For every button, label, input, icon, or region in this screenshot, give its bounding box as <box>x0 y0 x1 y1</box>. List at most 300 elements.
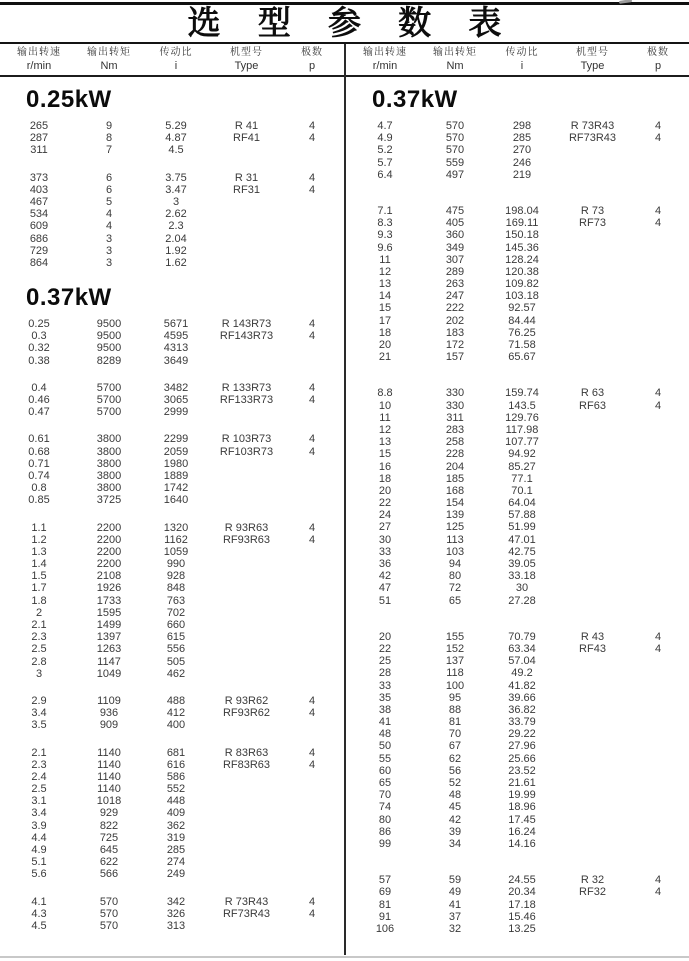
cell-poles: 4 <box>308 758 316 771</box>
cell-poles <box>627 826 689 838</box>
table-row <box>0 446 344 458</box>
cell-speed: 0.61 <box>28 433 50 446</box>
table-row <box>0 342 344 354</box>
cell-torque: 100 <box>445 679 465 692</box>
cell-speed: 0.3 <box>31 330 47 343</box>
cell-speed: 4.9 <box>31 844 47 856</box>
cell-ratio: 63.34 <box>508 642 536 655</box>
cell-poles <box>281 631 343 643</box>
table-row <box>0 771 344 783</box>
cell-speed: 27 <box>378 521 392 534</box>
cell-ratio: 30 <box>515 582 529 595</box>
table-row <box>346 400 689 412</box>
cell-torque: 9500 <box>96 318 122 331</box>
cell-poles <box>281 257 343 269</box>
cell-torque: 45 <box>448 801 462 814</box>
table-row <box>346 801 689 813</box>
cell-poles <box>627 753 689 765</box>
cell-poles <box>627 728 689 740</box>
cell-type: R 83R63 <box>224 746 269 759</box>
cell-speed: 20 <box>378 484 392 497</box>
cell-speed: 14 <box>378 290 392 303</box>
cell-poles <box>627 424 689 436</box>
cell-type <box>212 844 281 856</box>
cell-torque: 2108 <box>96 570 122 583</box>
cell-type <box>558 789 627 801</box>
cell-poles <box>281 619 343 631</box>
cell-torque: 6 <box>105 171 113 184</box>
cell-type: R 32 <box>580 874 605 887</box>
cell-type <box>558 351 627 363</box>
cell-ratio: 285 <box>512 132 532 145</box>
cell-poles <box>627 509 689 521</box>
table-row <box>346 765 689 777</box>
cell-poles <box>281 245 343 257</box>
cell-speed: 0.68 <box>28 445 50 458</box>
cell-torque: 909 <box>99 719 119 732</box>
cell-type <box>558 302 627 314</box>
cell-poles: 4 <box>654 642 662 655</box>
cell-ratio: 1.62 <box>165 256 187 269</box>
table-row <box>346 229 689 241</box>
cell-type: R 73R43 <box>224 895 269 908</box>
cell-ratio: 29.22 <box>508 728 536 741</box>
cell-torque: 622 <box>99 856 119 869</box>
cell-speed: 41 <box>378 716 392 729</box>
cell-poles <box>627 595 689 607</box>
cell-poles <box>281 719 343 731</box>
cell-torque: 822 <box>99 819 119 832</box>
cell-torque: 95 <box>448 691 462 704</box>
cell-poles: 4 <box>308 318 316 331</box>
cell-poles <box>281 783 343 795</box>
cell-type <box>212 856 281 868</box>
cell-poles <box>281 355 343 367</box>
table-row <box>346 461 689 473</box>
cell-speed: 4.3 <box>31 907 47 920</box>
cell-torque: 1140 <box>97 770 121 783</box>
cell-speed: 33 <box>378 545 392 558</box>
cell-torque: 725 <box>99 831 119 844</box>
cell-torque: 228 <box>445 448 465 461</box>
cell-speed: 403 <box>29 183 49 196</box>
cell-ratio: 3065 <box>163 394 189 406</box>
cell-poles <box>281 470 343 482</box>
cell-type <box>558 728 627 740</box>
cell-poles <box>627 144 689 156</box>
cell-poles <box>281 595 343 607</box>
cell-poles <box>281 771 343 783</box>
cell-speed: 287 <box>29 132 49 145</box>
cell-poles <box>281 920 343 932</box>
table-row <box>0 920 344 932</box>
cell-type: RF103R73 <box>219 445 274 458</box>
column-header-label: 输出转矩 <box>87 47 131 58</box>
cell-poles <box>627 814 689 826</box>
table-half <box>344 44 689 955</box>
cell-type <box>558 266 627 278</box>
table-row <box>346 412 689 424</box>
cell-torque: 3 <box>105 244 113 257</box>
cell-torque: 360 <box>445 229 465 242</box>
cell-poles: 4 <box>654 120 662 132</box>
cell-ratio: 1.92 <box>165 244 187 257</box>
cell-poles <box>627 461 689 473</box>
cell-speed: 74 <box>378 801 392 814</box>
cell-type <box>558 801 627 813</box>
cell-torque: 65 <box>448 594 462 607</box>
table-row <box>346 169 689 181</box>
cell-torque: 67 <box>448 740 462 753</box>
cell-ratio: 5671 <box>163 318 189 331</box>
cell-poles <box>281 656 343 668</box>
cell-type <box>558 826 627 838</box>
cell-torque: 157 <box>445 351 465 364</box>
column-header-unit: Nm <box>446 60 464 72</box>
cell-type: R 73R43 <box>570 120 615 132</box>
cell-speed: 0.8 <box>31 482 47 495</box>
cell-poles: 4 <box>654 886 662 899</box>
cell-speed: 4.1 <box>31 895 47 908</box>
table-row <box>346 838 689 850</box>
cell-type: RF133R73 <box>219 394 274 406</box>
cell-speed: 0.32 <box>28 342 50 355</box>
table-row <box>0 208 344 220</box>
cell-type: R 73 <box>580 204 605 217</box>
cell-torque: 497 <box>445 168 465 181</box>
cell-poles <box>281 482 343 494</box>
cell-speed: 8.3 <box>377 217 393 230</box>
cell-torque: 311 <box>446 411 464 424</box>
table-row <box>0 184 344 196</box>
cell-ratio: 326 <box>166 907 186 920</box>
cell-speed: 22 <box>378 642 392 655</box>
cell-poles <box>281 546 343 558</box>
cell-poles <box>281 233 343 245</box>
cell-type <box>212 783 281 795</box>
table-row <box>0 595 344 607</box>
cell-torque: 34 <box>448 837 462 850</box>
cell-poles: 4 <box>308 533 316 546</box>
cell-torque: 80 <box>448 570 462 583</box>
cell-torque: 330 <box>445 387 465 400</box>
ratio-group <box>0 120 344 157</box>
column-header <box>140 47 212 75</box>
table-row <box>346 886 689 898</box>
cell-type <box>212 458 281 470</box>
column-header <box>0 47 78 75</box>
cell-torque: 5700 <box>96 406 122 419</box>
cell-speed: 2.4 <box>31 770 47 783</box>
cell-type <box>558 278 627 290</box>
cell-type <box>212 920 281 932</box>
cell-torque: 49 <box>448 886 462 899</box>
cell-torque: 52 <box>448 777 462 789</box>
cell-ratio: 448 <box>166 795 186 808</box>
column-header-unit: i <box>520 60 524 72</box>
table-row <box>0 668 344 680</box>
cell-poles <box>627 157 689 169</box>
cell-poles <box>627 266 689 278</box>
table-row <box>346 558 689 570</box>
cell-type <box>212 668 281 680</box>
cell-poles <box>627 546 689 558</box>
cell-torque: 3800 <box>96 469 122 482</box>
cell-type <box>212 144 281 156</box>
cell-torque: 283 <box>445 423 465 436</box>
cell-ratio: 990 <box>166 558 186 571</box>
table-row <box>346 509 689 521</box>
cell-ratio: 16.24 <box>508 825 536 838</box>
cell-ratio: 76.25 <box>508 326 536 339</box>
table-row <box>0 220 344 232</box>
cell-ratio: 3649 <box>163 354 189 367</box>
cell-poles <box>627 899 689 911</box>
cell-poles: 4 <box>308 694 316 707</box>
table-row <box>0 534 344 546</box>
cell-ratio: 57.88 <box>508 509 536 522</box>
cell-ratio: 249 <box>166 868 186 881</box>
cell-poles <box>281 607 343 619</box>
cell-ratio: 103.18 <box>505 290 539 303</box>
cell-speed: 9.6 <box>377 241 393 254</box>
cell-poles: 4 <box>308 746 316 759</box>
cell-type <box>212 355 281 367</box>
table-row <box>0 257 344 269</box>
table-row <box>346 680 689 692</box>
cell-torque: 349 <box>445 241 465 254</box>
cell-type <box>558 485 627 497</box>
cell-poles <box>627 278 689 290</box>
cell-speed: 1.1 <box>31 521 47 534</box>
ratio-group <box>346 874 689 935</box>
cell-torque: 1049 <box>96 667 122 680</box>
cell-ratio: 2299 <box>163 433 189 446</box>
cell-type <box>558 315 627 327</box>
cell-type <box>558 667 627 679</box>
table-row <box>0 245 344 257</box>
cell-ratio: 198.04 <box>505 204 539 217</box>
cell-speed: 91 <box>378 910 392 923</box>
column-header-unit: i <box>174 60 178 72</box>
cell-torque: 222 <box>445 302 465 315</box>
cell-type: RF31 <box>233 183 260 196</box>
cell-speed: 36 <box>378 558 392 570</box>
cell-type <box>558 680 627 692</box>
cell-ratio: 409 <box>166 807 186 820</box>
cell-speed: 4.4 <box>31 831 47 844</box>
table-row <box>0 807 344 819</box>
cell-speed: 15 <box>378 448 392 461</box>
cell-type <box>558 923 627 935</box>
cell-ratio: 1889 <box>163 469 189 482</box>
cell-ratio: 17.45 <box>508 813 536 826</box>
cell-type: R 31 <box>234 171 259 184</box>
ratio-group <box>0 433 344 506</box>
cell-speed: 2.9 <box>31 694 47 707</box>
cell-speed: 3.5 <box>31 719 47 732</box>
table-row <box>346 448 689 460</box>
cell-torque: 570 <box>445 132 465 145</box>
table-row <box>346 205 689 217</box>
cell-torque: 1140 <box>97 746 121 759</box>
table-row <box>346 826 689 838</box>
cell-torque: 42 <box>448 813 462 826</box>
cell-speed: 4.7 <box>377 120 393 132</box>
cell-type <box>212 245 281 257</box>
cell-type: R 93R62 <box>224 694 269 707</box>
table-row <box>346 753 689 765</box>
cell-speed: 2.3 <box>31 631 47 644</box>
table-row <box>0 582 344 594</box>
cell-poles <box>627 765 689 777</box>
cell-torque: 1926 <box>96 582 122 595</box>
table-row <box>0 470 344 482</box>
column-header <box>558 47 627 75</box>
cell-ratio: 586 <box>166 770 186 783</box>
table-row <box>346 655 689 667</box>
cell-type: RF63 <box>579 399 606 412</box>
cell-speed: 57 <box>378 874 392 887</box>
cell-type <box>558 534 627 546</box>
cell-torque: 125 <box>445 521 465 534</box>
parameter-table <box>0 44 689 955</box>
cell-type <box>558 546 627 558</box>
table-row <box>346 777 689 789</box>
cell-ratio: 1320 <box>163 521 189 534</box>
table-row <box>0 382 344 394</box>
column-header-unit: r/min <box>372 60 398 72</box>
half-body <box>346 86 689 935</box>
cell-speed: 686 <box>29 232 49 245</box>
table-row <box>346 217 689 229</box>
ratio-group <box>0 522 344 680</box>
cell-torque: 289 <box>445 265 465 278</box>
cell-ratio: 928 <box>166 570 186 583</box>
cell-ratio: 25.66 <box>508 752 536 765</box>
cell-ratio: 57.04 <box>508 655 536 668</box>
cell-ratio: 117.98 <box>505 423 539 436</box>
cell-ratio: 36.82 <box>508 703 536 716</box>
cell-speed: 2.5 <box>31 643 47 656</box>
cell-torque: 1147 <box>97 655 121 668</box>
cell-torque: 258 <box>445 436 465 449</box>
cell-ratio: 702 <box>166 606 186 619</box>
cell-speed: 5.7 <box>377 156 393 169</box>
cell-type <box>212 607 281 619</box>
cell-ratio: 552 <box>166 783 186 796</box>
table-row <box>346 120 689 132</box>
cell-poles <box>627 692 689 704</box>
cell-speed: 265 <box>29 120 49 132</box>
table-row <box>0 656 344 668</box>
ratio-group <box>346 205 689 363</box>
cell-torque: 3800 <box>96 482 122 495</box>
table-row <box>346 242 689 254</box>
cell-ratio: 848 <box>166 582 186 595</box>
column-header-label: 输出转速 <box>363 47 407 58</box>
table-row <box>346 911 689 923</box>
cell-speed: 65 <box>378 777 392 789</box>
table-row <box>346 132 689 144</box>
table-row <box>0 607 344 619</box>
table-row <box>346 740 689 752</box>
cell-ratio: 1162 <box>164 533 188 546</box>
cell-speed: 21 <box>378 351 392 364</box>
cell-speed: 12 <box>378 423 392 436</box>
cell-ratio: 27.96 <box>508 740 536 753</box>
cell-poles: 4 <box>308 433 316 446</box>
cell-speed: 0.4 <box>31 381 47 394</box>
power-section-heading: 0.37kW <box>372 86 458 113</box>
cell-speed: 4.5 <box>31 919 47 932</box>
cell-ratio: 64.04 <box>508 497 536 510</box>
cell-speed: 13 <box>378 436 392 449</box>
cell-ratio: 2999 <box>163 406 189 419</box>
cell-poles: 4 <box>654 874 662 887</box>
cell-torque: 1109 <box>97 694 121 707</box>
cell-ratio: 616 <box>166 758 186 771</box>
table-row <box>0 355 344 367</box>
table-row <box>346 254 689 266</box>
cell-torque: 247 <box>445 290 465 303</box>
cell-torque: 570 <box>99 919 119 932</box>
cell-type <box>558 242 627 254</box>
cell-speed: 3.9 <box>31 819 47 832</box>
cell-poles: 4 <box>308 895 316 908</box>
table-row <box>0 120 344 132</box>
cell-speed: 3 <box>35 667 43 680</box>
cell-poles <box>281 582 343 594</box>
cell-torque: 39 <box>448 825 462 838</box>
column-header <box>78 47 140 75</box>
table-row <box>346 534 689 546</box>
cell-type <box>558 911 627 923</box>
cell-poles <box>281 820 343 832</box>
cell-poles <box>627 339 689 351</box>
cell-ratio: 120.38 <box>505 265 539 278</box>
cell-type <box>212 208 281 220</box>
cell-torque: 37 <box>448 910 462 923</box>
cell-ratio: 84.44 <box>508 314 536 327</box>
cell-type <box>212 656 281 668</box>
cell-ratio: 488 <box>166 694 186 707</box>
cell-type <box>558 570 627 582</box>
cell-speed: 12 <box>378 265 392 278</box>
cell-type: RF83R63 <box>222 758 271 771</box>
cell-ratio: 47.01 <box>508 533 536 546</box>
power-section-heading: 0.25kW <box>26 86 112 113</box>
cell-poles <box>281 406 343 418</box>
cell-type <box>212 719 281 731</box>
cell-speed: 2.5 <box>31 783 47 796</box>
column-header <box>346 47 424 75</box>
cell-speed: 20 <box>378 339 392 351</box>
cell-torque: 1140 <box>97 783 121 796</box>
column-header-unit: Nm <box>100 60 118 72</box>
cell-torque: 570 <box>445 120 465 132</box>
cell-speed: 60 <box>378 764 392 777</box>
table-row <box>0 132 344 144</box>
table-row <box>346 874 689 886</box>
cell-poles <box>627 485 689 497</box>
column-header-row <box>346 44 689 77</box>
cell-poles <box>627 777 689 789</box>
table-row <box>0 643 344 655</box>
cell-poles <box>627 229 689 241</box>
cell-torque: 59 <box>448 874 462 887</box>
table-row <box>0 856 344 868</box>
